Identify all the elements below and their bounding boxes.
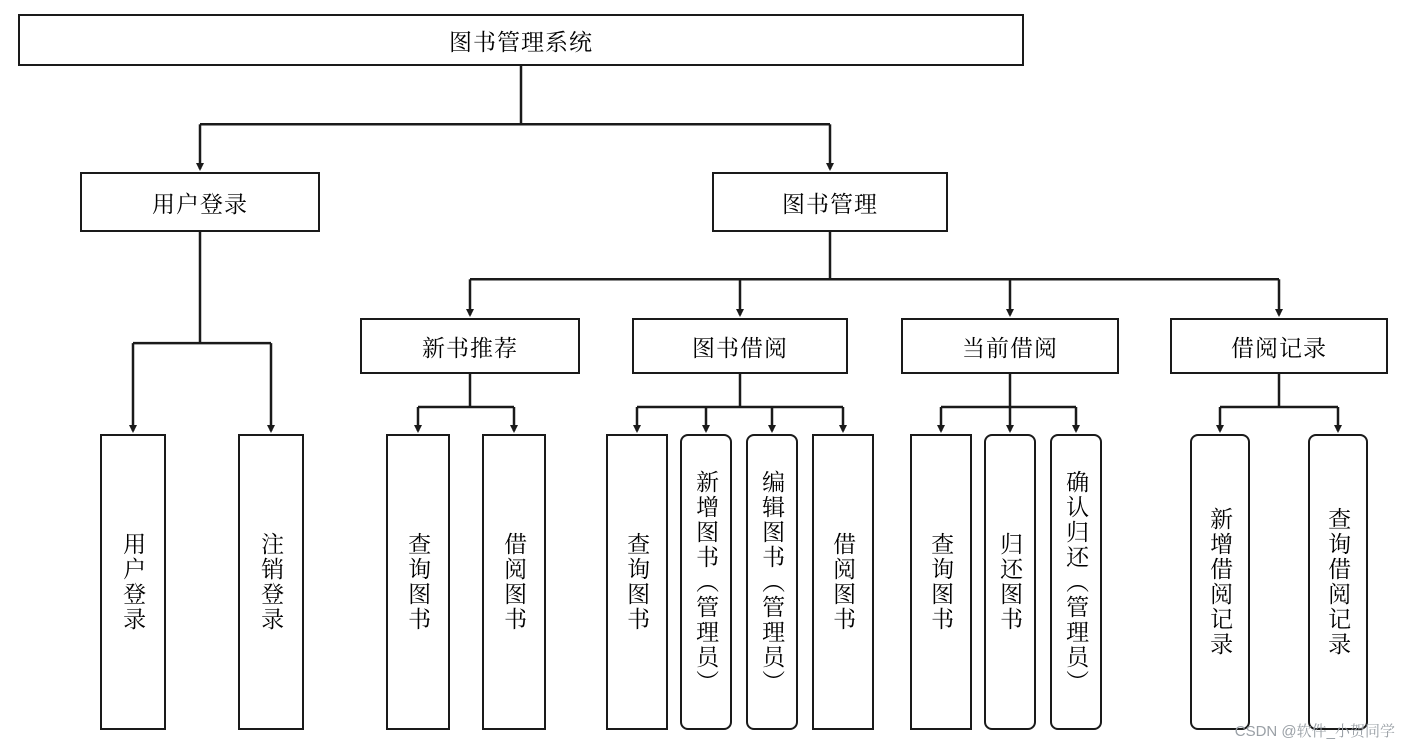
node-b1 <box>606 434 668 730</box>
node-label: 查询借阅记录 <box>1325 507 1352 657</box>
node-label: 新书推荐 <box>422 334 518 361</box>
node-label: 用户登录 <box>120 532 147 632</box>
node-label: 借阅图书 <box>830 532 857 632</box>
node-label: 借阅图书 <box>501 532 528 632</box>
node-label: 图书管理 <box>782 190 878 217</box>
node-c2 <box>984 434 1036 730</box>
node-n1 <box>386 434 450 730</box>
node-current <box>901 318 1119 374</box>
node-label: 归还图书 <box>997 532 1024 632</box>
node-label: 图书借阅 <box>692 334 788 361</box>
node-label: 图书管理系统 <box>449 28 593 55</box>
node-l2 <box>238 434 304 730</box>
node-label: 查询图书 <box>405 532 432 632</box>
node-label: 用户登录 <box>152 190 248 217</box>
node-c1 <box>910 434 972 730</box>
node-label: 注销登录 <box>258 532 285 632</box>
node-label: 新增借阅记录 <box>1207 507 1234 657</box>
node-records <box>1170 318 1388 374</box>
node-b2 <box>680 434 732 730</box>
node-label: 当前借阅 <box>962 334 1058 361</box>
node-root <box>18 14 1024 66</box>
node-n2 <box>482 434 546 730</box>
node-r2 <box>1308 434 1368 730</box>
node-b4 <box>812 434 874 730</box>
node-login <box>80 172 320 232</box>
node-l1 <box>100 434 166 730</box>
node-r1 <box>1190 434 1250 730</box>
node-bookmgmt <box>712 172 948 232</box>
node-label: 查询图书 <box>928 532 955 632</box>
node-label: 新增图书（管理员） <box>693 469 720 695</box>
node-c3 <box>1050 434 1102 730</box>
watermark-text: CSDN @软件_小贺同学 <box>1234 723 1395 740</box>
node-label: 借阅记录 <box>1231 334 1327 361</box>
node-label: 编辑图书（管理员） <box>759 469 786 695</box>
node-newbook <box>360 318 580 374</box>
node-label: 确认归还（管理员） <box>1063 469 1090 695</box>
node-borrow <box>632 318 848 374</box>
node-b3 <box>746 434 798 730</box>
node-label: 查询图书 <box>624 532 651 632</box>
